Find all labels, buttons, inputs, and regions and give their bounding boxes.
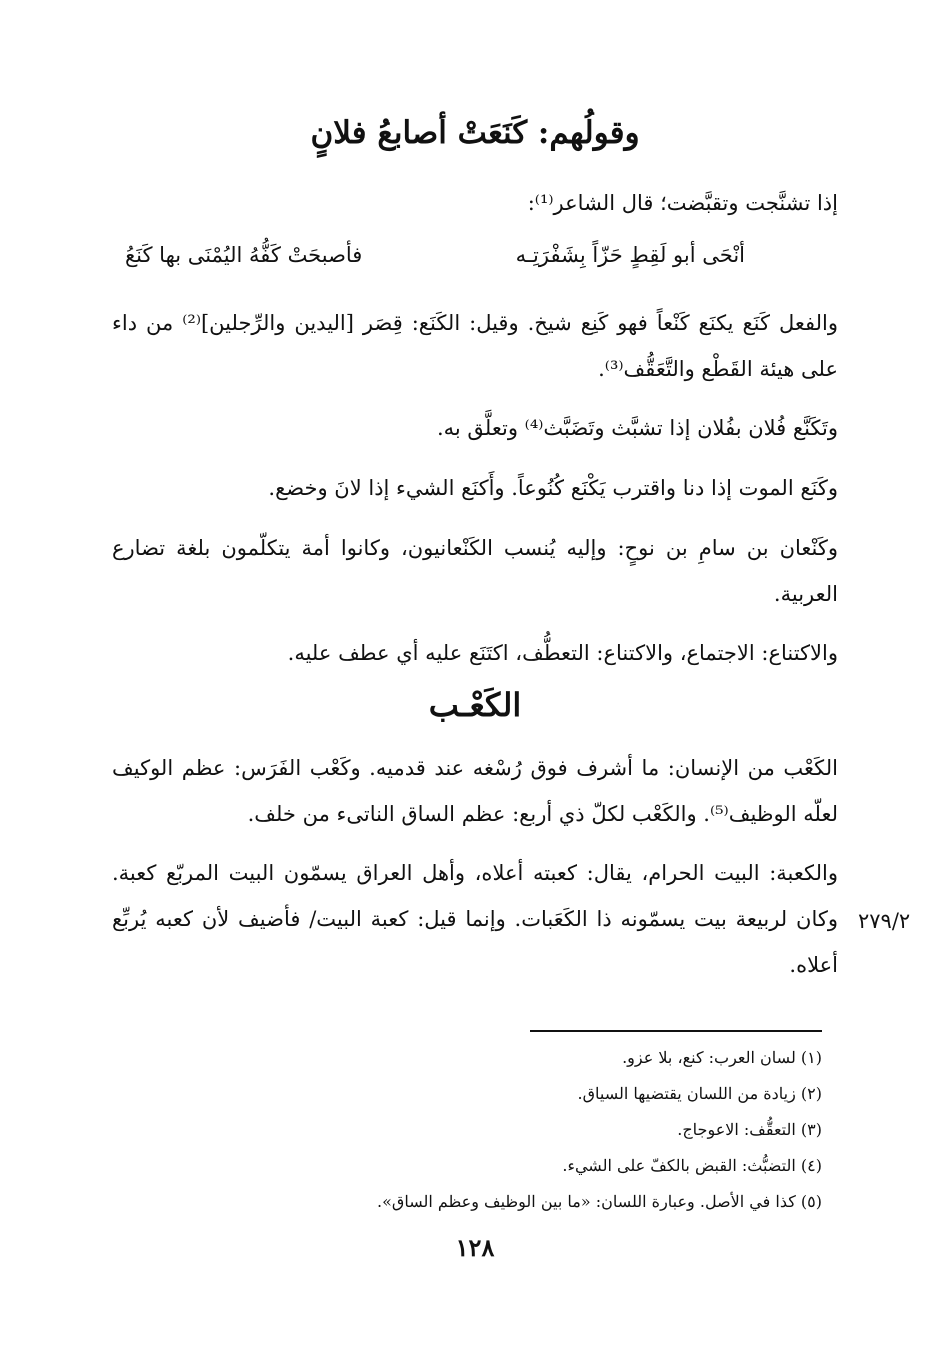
verse-first-hemistich: أنْحَى أبو لَقِطٍ حَزّاً بِشَفْرَتِـه [515, 243, 745, 267]
paragraph-kanaan: وكَنْعان بن سامِ بن نوحٍ: وإليه يُنسب الكَنْعانيون، وكانوا أمة يتكلّمون بلغة تضارع العربية. [112, 536, 838, 606]
paragraph-kanaa-death: وكَنَع الموت إذا دنا واقترب يَكْنَع كُنُوعاً. وأَكنَع الشيء إذا لانَ وخضع. [268, 476, 838, 500]
paragraph-kaab-definition: الكَعْب من الإنسان: ما أشرف فوق رُسْغه عند قدميه. وكَعْب الفَرَس: عظم الوكيف لعلّه الوظيف⁽⁵⁾. والكَعْب لكلّ ذي أربع: عظم الساق الناتىء من خلف. [112, 756, 838, 826]
paragraph-intro: إذا تشنَّجت وتقبَّضت؛ قال الشاعر⁽¹⁾: [527, 191, 838, 215]
verse-second-hemistich: فأصبحَتْ كَفُّهُ اليُمْنَى بها كَنَعُ [125, 243, 363, 267]
paragraph-iktinaa: والاكتناع: الاجتماع، والاكتناع: التعطُّف، اكتَنَع عليه أي عطف عليه. [287, 641, 838, 665]
paragraph-verb-kanaa: والفعل كَنَع يكنَع كَنْعاً فهو كَنِع شيخ. وقيل: الكَنَع: قِصَر [اليدين والرِّجلين]⁽²⁾ من داء على هيئة القَطْع والتَّعَقُّف⁽³⁾. [112, 311, 838, 381]
paragraph-takannaa: وتَكَنَّع فُلان بفُلان إذا تشبَّث وتَضَبَّث⁽⁴⁾ وتعلَّق به. [436, 416, 838, 440]
footnote-1: (١) لسان العرب: كنع، بلا عزو. [622, 1048, 822, 1067]
section-heading-kanaat: وقولُهم: كَنَعَتْ أصابعُ فلانٍ [310, 115, 640, 151]
footnote-3: (٣) التعقُّف: الاعوجاج. [677, 1120, 822, 1139]
footnote-2: (٢) زيادة من اللسان يقتضيها السياق. [577, 1084, 822, 1103]
footnote-4: (٤) التضبُّث: القبض بالكفّ على الشيء. [562, 1156, 822, 1175]
section-heading-kaab: الكَعْـب [428, 686, 522, 724]
manuscript-folio-reference: ٢٧٩/٢ [858, 909, 911, 933]
poetry-verse [125, 232, 745, 278]
paragraph-kaaba: والكعبة: البيت الحرام، يقال: كعبته أعلاه، وأهل العراق يسمّون البيت المربّع كعبة. وكان لربيعة بيت يسمّونه ذا الكَعَبات. وإنما قيل: كعبة البيت/ فأضيف لأن كعبه يُربِّع أعلاه. [112, 861, 838, 977]
page-number: ١٢٨ [455, 1233, 495, 1262]
footnote-separator [530, 1030, 822, 1032]
footnote-5: (٥) كذا في الأصل. وعبارة اللسان: «ما بين الوظيف وعظم الساق». [377, 1192, 822, 1211]
